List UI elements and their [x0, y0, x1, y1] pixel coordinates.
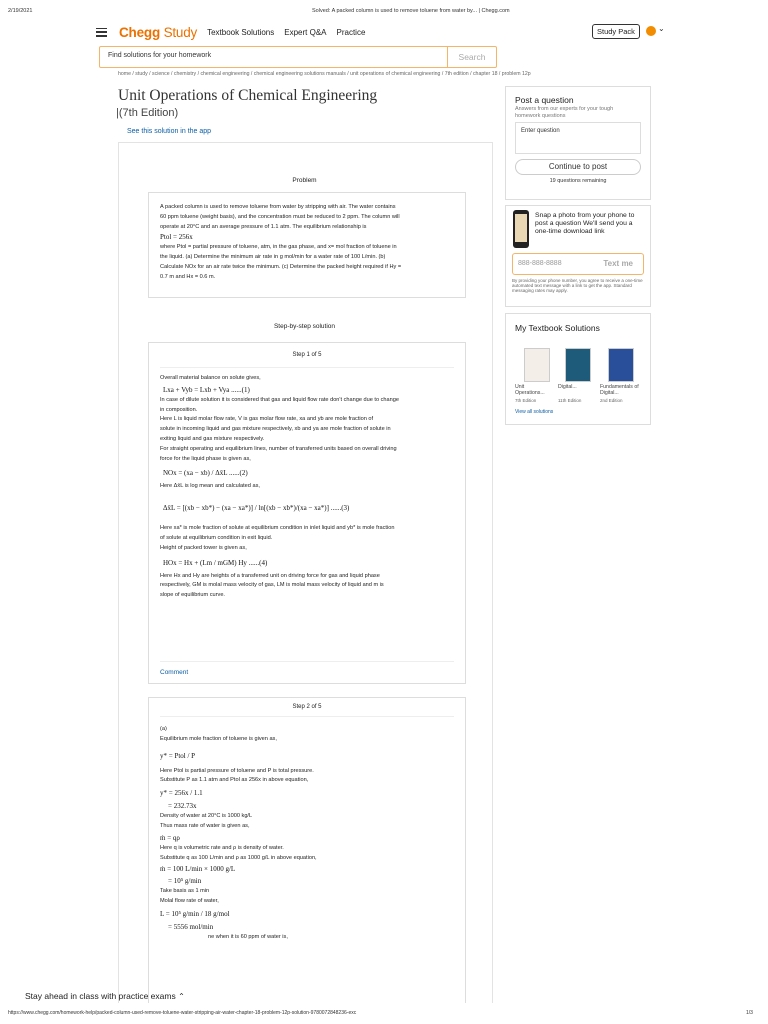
step-line: In case of dilute solution it is considered that gas and liquid flow rate don't change due to change	[160, 396, 399, 403]
sms-disclaimer: By providing your phone number, you agree to receive a one-time automated text message with a link to get the app. Standard messaging rates may apply.	[512, 278, 643, 293]
step-line: force for the liquid phase is given as,	[160, 455, 251, 462]
equation-6b: = 232.73x	[168, 802, 197, 811]
phone-icon	[513, 210, 529, 248]
menu-icon[interactable]	[96, 28, 107, 37]
step-1-box	[148, 342, 466, 684]
step-2-box	[148, 697, 466, 1003]
equation-8b: = 10⁵ g/min	[168, 877, 202, 886]
post-question-title: Post a question	[515, 95, 574, 105]
step-2-label: Step 2 of 5	[292, 704, 322, 710]
top-nav	[96, 22, 365, 42]
print-page-number: 1/3	[746, 1010, 753, 1016]
view-all-link[interactable]: View all solutions	[515, 409, 554, 415]
problem-heading: Problem	[292, 177, 317, 184]
chegg-logo[interactable]: Chegg Study	[119, 24, 198, 40]
question-textarea[interactable]: Enter question	[515, 122, 641, 154]
app-link[interactable]: See this solution in the app	[127, 128, 212, 135]
book-edition-1: 7th Edition	[515, 398, 537, 403]
step-line: solute in incoming liquid and gas mixture respectively, xb and ya are mole fraction of solute in	[160, 426, 391, 433]
step-line: Equilibrium mole fraction of toluene is given as,	[160, 735, 277, 742]
snap-photo-card	[505, 205, 651, 307]
equation-8: ṁ = 100 L/min × 1000 g/L	[160, 865, 236, 874]
step-line: For straight operating and equilibrium lines, number of transferred units based on overall driving	[160, 445, 397, 452]
step-line: Substitute q as 100 L/min and ρ as 1000 g/L in above equation,	[160, 854, 317, 861]
step-line: Here xa* is mole fraction of solute at equilibrium condition in inlet liquid and yb* is mole fraction	[160, 525, 395, 532]
equation-4: HOx = Hx + (Lm / mGM) Hy ......(4)	[163, 558, 268, 567]
search-bar	[99, 46, 497, 68]
snap-text: Snap a photo from your phone to post a question We'll send you a one-time download link	[535, 212, 635, 235]
step-line: Here Δx̄L is log mean and calculated as,	[160, 483, 260, 490]
step-line: Thus mass rate of water is given as,	[160, 822, 250, 829]
search-input[interactable]: Find solutions for your homework	[108, 52, 212, 59]
step-line: ne when it is 60 ppm of water is,	[208, 933, 288, 940]
step-line: Height of packed tower is given as,	[160, 544, 247, 551]
step-line: slope of equilibrium curve.	[160, 592, 225, 599]
step-line: Density of water at 20°C is 1000 kg/L	[160, 813, 253, 820]
book-edition: |(7th Edition)	[116, 107, 179, 119]
post-question-card	[505, 86, 651, 200]
step-line: Take basis as 1 min	[160, 888, 210, 895]
page-title: Unit Operations of Chemical Engineering	[118, 87, 378, 104]
book-edition-2: 11th Edition	[558, 398, 582, 403]
step-line: Substitute P as 1.1 atm and Ptol as 256x in above equation,	[160, 777, 309, 784]
book-cover-unit-ops[interactable]	[524, 348, 550, 382]
post-question-subtitle: Answers from our experts for your tough homework questions	[515, 106, 614, 119]
equation-5: y* = Ptol / P	[160, 751, 196, 760]
comment-link[interactable]: Comment	[160, 669, 189, 676]
problem-equation: Ptol = 256x	[160, 233, 193, 242]
study-pack-button[interactable]: Study Pack	[592, 24, 640, 39]
problem-line: operate at 20°C and an average pressure of 1.1 atm. The equilibrium relationship is	[160, 223, 367, 230]
phone-input-group	[512, 253, 644, 275]
avatar[interactable]	[646, 26, 656, 36]
problem-line: 0.7 m and Hx = 0.6 m.	[160, 273, 216, 280]
breadcrumb[interactable]: home / study / science / chemistry / chemical engineering / chemical engineering solutions manuals / unit operations of chemical engineering / 7th edition / chapter 18 / problem 12p	[118, 71, 531, 77]
equation-6: y* = 256x / 1.1	[160, 789, 203, 798]
continue-to-post-button[interactable]: Continue to post	[515, 159, 641, 175]
chevron-down-icon[interactable]: ⌄	[658, 24, 665, 33]
step-line: (a)	[160, 726, 167, 732]
problem-line: 60 ppm toluene (weight basis), and the concentration must be reduced to 2 ppm. The column will	[160, 213, 400, 220]
print-title: Solved: A packed column is used to remove toluene from water by... | Chegg.com	[312, 8, 510, 14]
problem-line: Calculate NOx for an air rate twice the minimum. (c) Determine the packed height required if Hy =	[160, 263, 402, 270]
textbooks-title: My Textbook Solutions	[515, 323, 600, 333]
book-title-2[interactable]: Digital...	[558, 384, 577, 390]
step-line: Here L is liquid molar flow rate, V is gas molar flow rate, xa and yb are mole fraction of	[160, 416, 374, 423]
text-me-button[interactable]: Text me	[603, 259, 633, 268]
equation-1: Lxa + Vyb = Lxb + Vya ......(1)	[163, 385, 250, 394]
step-line: Here Hx and Hy are heights of a transferred unit on driving force for gas and liquid phase	[160, 572, 380, 579]
book-edition-3: 2nd Edition	[600, 398, 623, 403]
step-line: Here Ptol is partial pressure of toluene and P is total pressure.	[160, 767, 314, 774]
problem-line: where Ptol = partial pressure of toluene, atm, in the gas phase, and x= mol fraction of toluene in	[160, 244, 397, 251]
search-button[interactable]: Search	[447, 47, 496, 67]
print-url: https://www.chegg.com/homework-help/packed-column-used-remove-toluene-water-stripping-air-water-chapter-18-problem-12p-solution-9780072848236-exc	[8, 1010, 357, 1016]
book-cover-fundamentals[interactable]	[608, 348, 634, 382]
step-line: Overall material balance on solute gives,	[160, 375, 261, 381]
step-line: exiting liquid and gas mixture respectively.	[160, 435, 265, 442]
book-cover-digital[interactable]	[565, 348, 591, 382]
nav-textbook-solutions[interactable]: Textbook Solutions	[207, 27, 275, 37]
book-title-3[interactable]: Fundamentals of Digital...	[600, 384, 639, 396]
chevron-up-icon: ⌃	[178, 992, 185, 1001]
print-date: 2/19/2021	[8, 8, 33, 14]
book-title-1[interactable]: Unit Operations...	[515, 384, 545, 396]
problem-box	[148, 192, 466, 298]
solution-heading: Step-by-step solution	[273, 323, 336, 330]
step-line: of solute at equilibrium condition in exit liquid.	[160, 534, 273, 541]
equation-9: L = 10⁵ g/min / 18 g/mol	[160, 909, 230, 918]
nav-practice[interactable]: Practice	[336, 27, 366, 37]
problem-line: A packed column is used to remove toluene from water by stripping with air. The water contains	[160, 204, 396, 210]
problem-line: the liquid. (a) Determine the minimum air rate in g mol/min for a water rate of 100 L/min. (b)	[160, 254, 386, 261]
phone-input[interactable]: 888-888-8888	[518, 260, 562, 267]
nav-expert-qa[interactable]: Expert Q&A	[284, 27, 327, 37]
equation-9b: = 5556 mol/min	[168, 922, 214, 931]
step-line: Here q is volumetric rate and ρ is density of water.	[160, 844, 284, 851]
step-line: Molal flow rate of water,	[160, 898, 219, 905]
textbook-solutions-card	[505, 313, 651, 425]
equation-7: ṁ = qρ	[160, 833, 180, 842]
questions-remaining: 19 questions remaining	[549, 178, 607, 184]
step-line: in composition.	[160, 406, 198, 413]
step-line: respectively, GM is molal mass velocity of gas, LM is molal mass velocity of liquid and m is	[160, 582, 384, 589]
practice-exams-banner[interactable]: Stay ahead in class with practice exams ⌃	[25, 991, 185, 1001]
equation-2: NOx = (xa − xb) / Δx̄L ......(2)	[163, 469, 248, 478]
step-1-label: Step 1 of 5	[292, 352, 322, 358]
equation-3: Δx̄L = [(xb − xb*) − (xa − xa*)] / ln[(xb − xb*)/(xa − xa*)] ......(3)	[163, 504, 350, 513]
